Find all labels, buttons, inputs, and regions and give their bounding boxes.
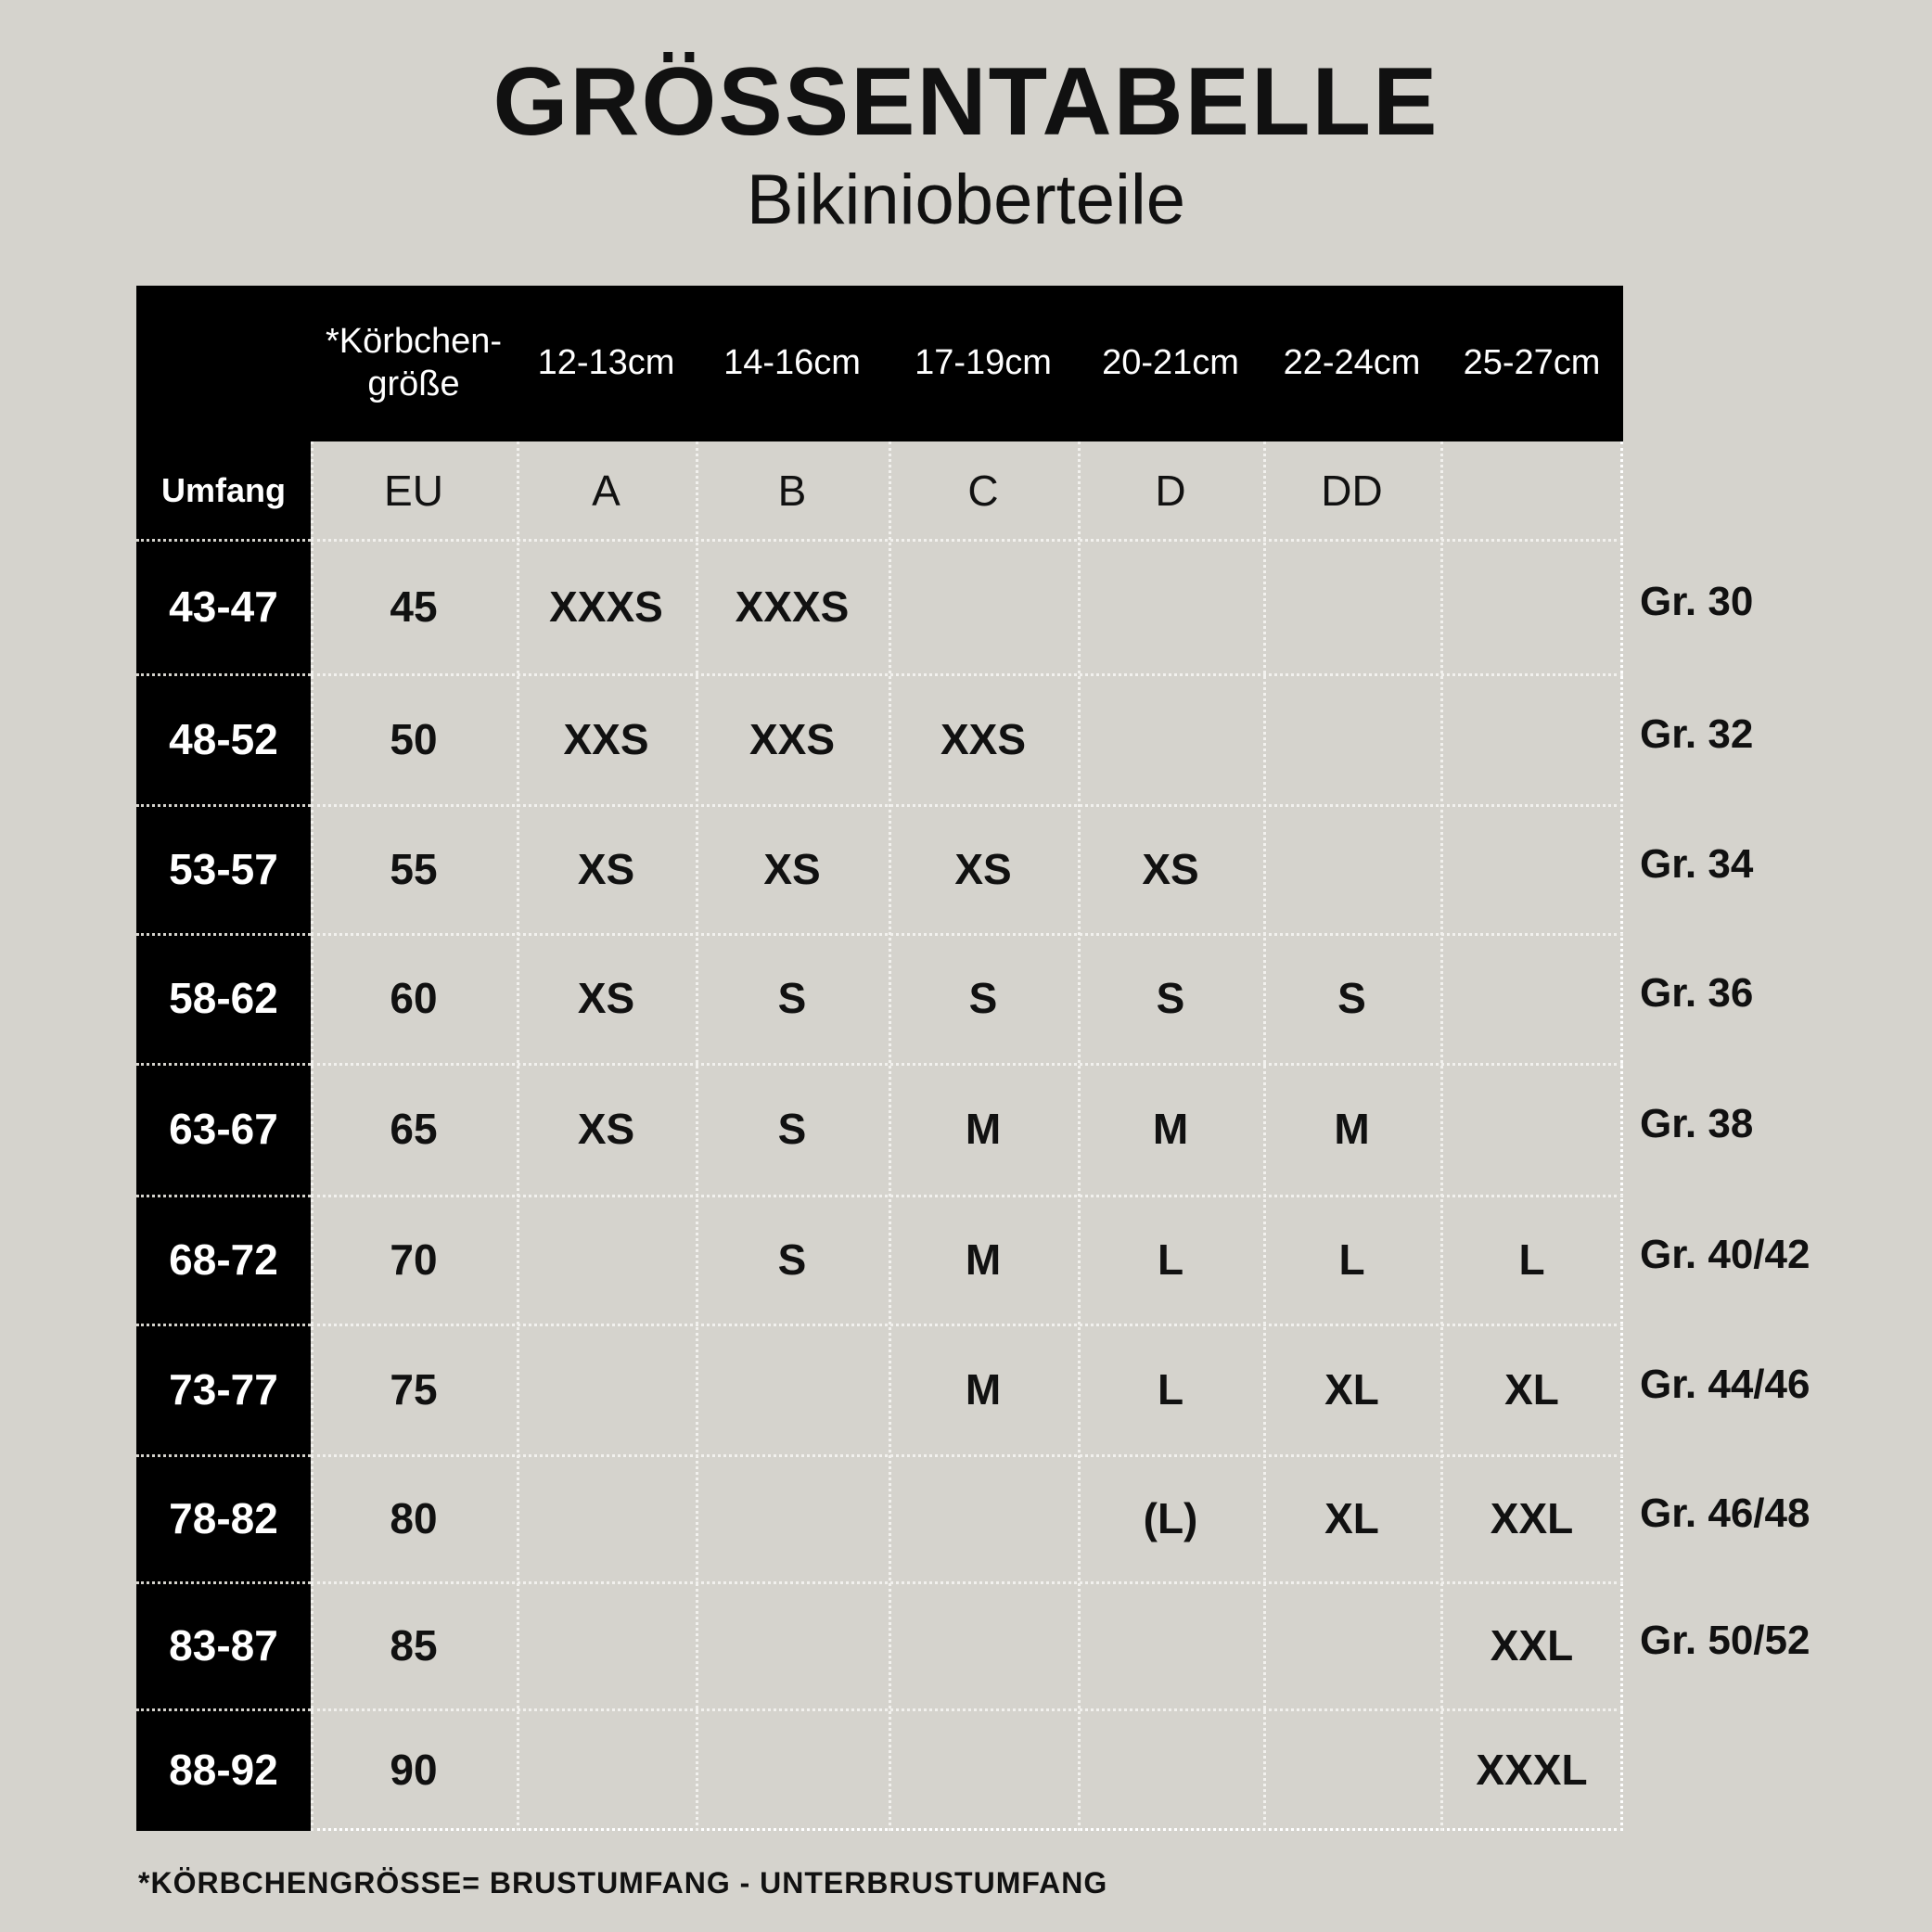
eu-size: 45 bbox=[390, 582, 438, 631]
size-cell: XL bbox=[1324, 1493, 1379, 1542]
umfang-range: 63-67 bbox=[169, 1105, 278, 1153]
cup-header-2: B bbox=[777, 466, 807, 515]
size-cell bbox=[696, 1454, 889, 1581]
size-cell: XS bbox=[954, 844, 1012, 893]
size-cell: S bbox=[777, 1235, 807, 1284]
eu-size: 80 bbox=[390, 1493, 438, 1542]
size-cell bbox=[889, 1454, 1078, 1581]
size-cell bbox=[517, 1195, 696, 1324]
size-cell: XXS bbox=[940, 714, 1027, 763]
size-cell: XXXS bbox=[735, 582, 850, 631]
footnote: *KÖRBCHENGRÖSSE= BRUSTUMFANG - UNTERBRUSTUMFANG bbox=[138, 1866, 1108, 1900]
size-cell: L bbox=[1157, 1235, 1184, 1284]
page-title: GRÖSSENTABELLE bbox=[493, 48, 1439, 156]
umfang-range: 53-57 bbox=[169, 844, 278, 893]
range-header-5: 22-24cm bbox=[1283, 343, 1421, 383]
eu-size: 90 bbox=[390, 1746, 438, 1794]
range-header-6: 25-27cm bbox=[1463, 343, 1601, 383]
size-cell: S bbox=[968, 974, 998, 1022]
size-cell bbox=[1078, 1581, 1263, 1708]
size-cell bbox=[696, 1708, 889, 1831]
umfang-range: 83-87 bbox=[169, 1620, 278, 1670]
size-cell: XXL bbox=[1490, 1620, 1574, 1670]
range-header-1: 12-13cm bbox=[537, 343, 675, 383]
size-cell: (L) bbox=[1143, 1493, 1198, 1542]
size-cell: XS bbox=[577, 1105, 635, 1153]
size-cell bbox=[889, 1708, 1078, 1831]
eu-size: 55 bbox=[390, 844, 438, 893]
size-cell bbox=[889, 539, 1078, 673]
size-cell bbox=[696, 1581, 889, 1708]
range-header-4: 20-21cm bbox=[1102, 343, 1239, 383]
size-cell: L bbox=[1157, 1364, 1184, 1414]
size-cell: XL bbox=[1324, 1364, 1379, 1414]
clothing-size-label: Gr. 36 bbox=[1640, 970, 1754, 1016]
eu-size: 70 bbox=[390, 1235, 438, 1284]
range-header-2: 14-16cm bbox=[723, 343, 861, 383]
size-cell bbox=[1440, 1063, 1623, 1195]
clothing-size-label: Gr. 32 bbox=[1640, 710, 1754, 757]
cup-header-6 bbox=[1440, 441, 1623, 539]
clothing-size-label: Gr. 38 bbox=[1640, 1101, 1754, 1146]
size-cell: XS bbox=[763, 844, 821, 893]
size-cell bbox=[1078, 539, 1263, 673]
size-cell bbox=[1078, 1708, 1263, 1831]
clothing-size-label: Gr. 40/42 bbox=[1640, 1231, 1810, 1277]
size-cell: M bbox=[965, 1235, 1002, 1284]
umfang-range: 48-52 bbox=[169, 714, 278, 763]
size-cell: M bbox=[1334, 1105, 1370, 1153]
size-cell: L bbox=[1338, 1235, 1365, 1284]
size-cell: XS bbox=[577, 974, 635, 1022]
size-cell: S bbox=[777, 1105, 807, 1153]
size-cell: M bbox=[1152, 1105, 1189, 1153]
size-cell bbox=[1440, 673, 1623, 804]
umfang-range: 88-92 bbox=[169, 1746, 278, 1794]
clothing-size-label: Gr. 34 bbox=[1640, 840, 1754, 887]
size-cell: XS bbox=[577, 844, 635, 893]
size-cell bbox=[517, 1581, 696, 1708]
size-cell: XS bbox=[1142, 844, 1199, 893]
size-cell: XXXS bbox=[549, 582, 663, 631]
clothing-size-label: Gr. 30 bbox=[1640, 578, 1754, 624]
eu-size: 65 bbox=[390, 1105, 438, 1153]
umfang-label: Umfang bbox=[161, 470, 286, 509]
eu-label: EU bbox=[384, 466, 443, 515]
size-cell bbox=[696, 1324, 889, 1454]
size-cell bbox=[1263, 1708, 1440, 1831]
size-cell bbox=[517, 1708, 696, 1831]
size-cell: M bbox=[965, 1105, 1002, 1153]
cup-header-3: C bbox=[967, 466, 999, 515]
size-cell bbox=[1440, 933, 1623, 1063]
size-cell: XXL bbox=[1490, 1493, 1574, 1542]
clothing-size-label: Gr. 50/52 bbox=[1640, 1617, 1810, 1663]
eu-size: 85 bbox=[390, 1620, 438, 1670]
cup-size-header bbox=[311, 286, 517, 441]
size-cell: S bbox=[1337, 974, 1366, 1022]
size-cell: XXS bbox=[563, 714, 649, 763]
eu-size: 75 bbox=[390, 1364, 438, 1414]
size-cell: M bbox=[965, 1364, 1002, 1414]
size-cell bbox=[1263, 539, 1440, 673]
cup-size-header-line2: größe bbox=[367, 365, 460, 403]
size-cell: S bbox=[1156, 974, 1185, 1022]
size-cell bbox=[1078, 673, 1263, 804]
eu-size: 50 bbox=[390, 714, 438, 763]
cup-size-header-line1: *Körbchen- bbox=[325, 322, 503, 362]
size-cell: XL bbox=[1504, 1364, 1559, 1414]
umfang-range: 78-82 bbox=[169, 1493, 278, 1542]
size-cell bbox=[889, 1581, 1078, 1708]
size-cell bbox=[1440, 804, 1623, 933]
eu-size: 60 bbox=[390, 974, 438, 1022]
cup-header-4: D bbox=[1155, 466, 1186, 515]
size-cell bbox=[1263, 804, 1440, 933]
size-cell: S bbox=[777, 974, 807, 1022]
size-cell bbox=[1263, 673, 1440, 804]
size-cell bbox=[517, 1324, 696, 1454]
page-subtitle: Bikinioberteile bbox=[746, 160, 1186, 239]
clothing-size-label: Gr. 46/48 bbox=[1640, 1490, 1810, 1536]
size-cell bbox=[1263, 1581, 1440, 1708]
umfang-range: 68-72 bbox=[169, 1235, 278, 1284]
umfang-range: 43-47 bbox=[169, 582, 278, 631]
size-cell bbox=[517, 1454, 696, 1581]
size-cell: XXS bbox=[748, 714, 836, 763]
size-cell: XXXL bbox=[1476, 1746, 1588, 1794]
size-cell bbox=[1440, 539, 1623, 673]
cup-header-1: A bbox=[592, 466, 621, 515]
cup-header-5: DD bbox=[1321, 466, 1383, 515]
umfang-range: 73-77 bbox=[169, 1364, 278, 1414]
clothing-size-label: Gr. 44/46 bbox=[1640, 1361, 1810, 1407]
size-cell: L bbox=[1518, 1235, 1545, 1284]
umfang-range: 58-62 bbox=[169, 974, 278, 1022]
range-header-3: 17-19cm bbox=[915, 343, 1052, 383]
